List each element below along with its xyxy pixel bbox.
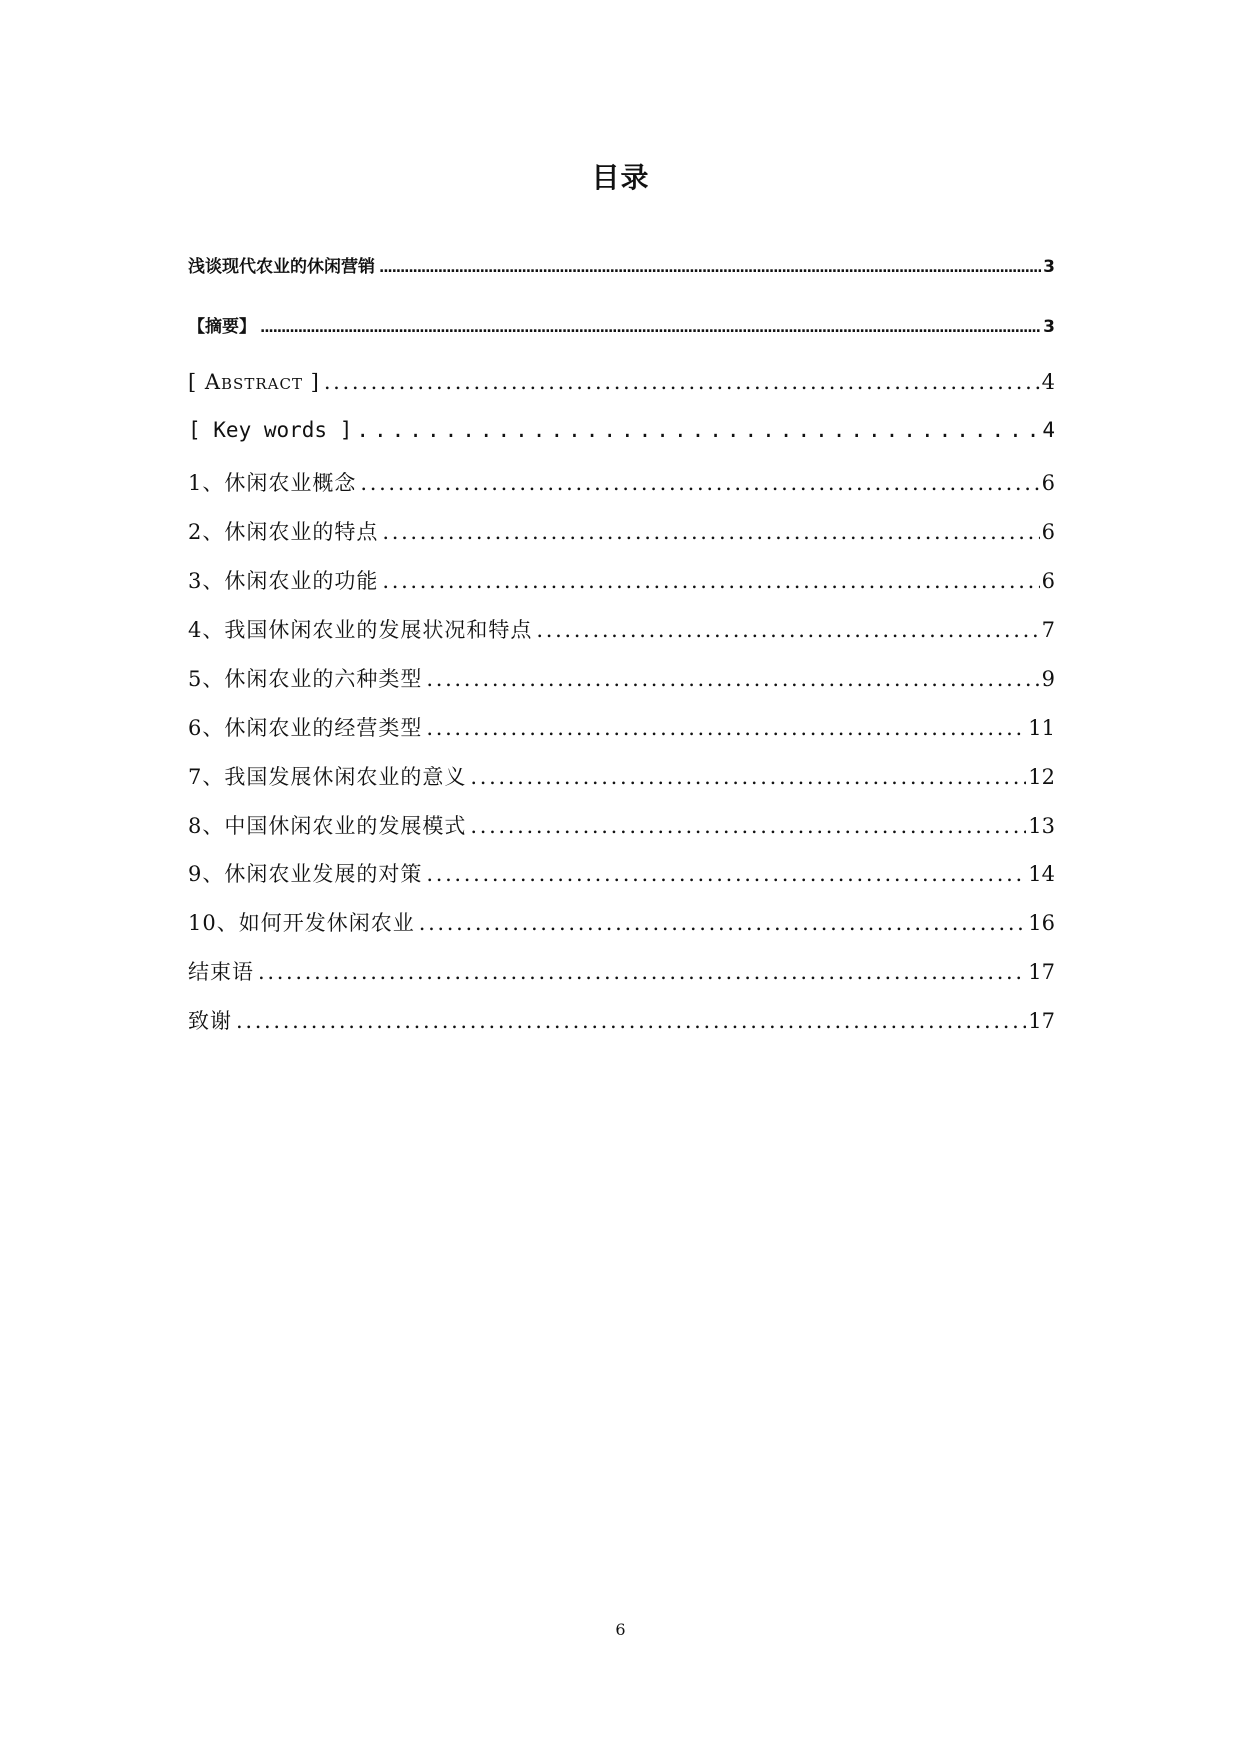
toc-entry-page: 13 xyxy=(1028,814,1055,838)
page-number: 6 xyxy=(615,1620,626,1639)
dot-leader xyxy=(536,618,1039,642)
toc-entry-label: 8、中国休闲农业的发展模式 xyxy=(188,814,467,838)
toc-entry-label: 4、我国休闲农业的发展状况和特点 xyxy=(188,618,533,642)
toc-entry[interactable] xyxy=(188,467,1055,497)
dot-leader xyxy=(426,716,1026,740)
dot-leader xyxy=(324,370,1040,394)
toc-entry[interactable] xyxy=(188,370,1055,394)
toc-entry-label: 7、我国发展休闲农业的意义 xyxy=(188,765,467,789)
toc-entry[interactable] xyxy=(188,761,1055,791)
dot-leader xyxy=(470,765,1026,789)
toc-entry-page: 17 xyxy=(1028,960,1055,984)
toc-entry[interactable] xyxy=(188,956,1055,986)
toc-entry[interactable] xyxy=(188,565,1055,595)
toc-entry-page: 4 xyxy=(1042,418,1055,442)
toc-entry-page: 9 xyxy=(1041,667,1055,691)
dot-leader xyxy=(382,520,1039,544)
dot-leader xyxy=(379,257,1041,277)
toc-entry-page: 6 xyxy=(1041,569,1055,593)
toc-entry[interactable] xyxy=(188,907,1055,937)
toc-entry-label: 9、休闲农业发展的对策 xyxy=(188,862,423,886)
toc-entry[interactable] xyxy=(188,418,1055,442)
toc-entry[interactable] xyxy=(188,312,1055,337)
toc-entry-page: 14 xyxy=(1028,862,1055,886)
dot-leader xyxy=(258,960,1026,984)
toc-entry-page: 3 xyxy=(1043,317,1055,337)
toc-entry-page: 12 xyxy=(1028,765,1055,789)
toc-entry-page: 7 xyxy=(1041,618,1055,642)
toc-entry-label: [ Key words ] xyxy=(188,418,353,442)
toc-entry-label: 浅谈现代农业的休闲营销 xyxy=(188,257,375,277)
toc-entry-label: 1、休闲农业概念 xyxy=(188,471,357,495)
page-title: 目录 xyxy=(591,161,650,194)
toc-entry-page: 11 xyxy=(1028,716,1055,740)
toc-entry[interactable] xyxy=(188,810,1055,840)
dot-leader xyxy=(470,814,1026,838)
toc-entry-page: 3 xyxy=(1043,257,1055,277)
toc-entry-label: 10、如何开发休闲农业 xyxy=(188,911,415,935)
toc-entry-page: 16 xyxy=(1028,911,1055,935)
dot-leader xyxy=(382,569,1039,593)
toc-entry-label: 致谢 xyxy=(188,1009,232,1033)
dot-leader xyxy=(360,471,1039,495)
toc-entry-label: [ Abstract ] xyxy=(188,370,320,394)
toc-entry-label: 【摘要】 xyxy=(188,317,256,337)
dot-leader xyxy=(419,911,1027,935)
toc-entry[interactable] xyxy=(188,663,1055,693)
toc-entry[interactable] xyxy=(188,252,1055,277)
toc-entry-page: 6 xyxy=(1041,471,1055,495)
toc-entry[interactable] xyxy=(188,614,1055,644)
toc-entry[interactable] xyxy=(188,858,1055,888)
dot-leader xyxy=(236,1009,1026,1033)
toc-entry-page: 6 xyxy=(1041,520,1055,544)
dot-leader xyxy=(356,418,1040,442)
toc-entry-label: 结束语 xyxy=(188,960,254,984)
dot-leader xyxy=(426,862,1026,886)
toc-entry-label: 3、休闲农业的功能 xyxy=(188,569,379,593)
toc-entry-label: 5、休闲农业的六种类型 xyxy=(188,667,423,691)
toc-entry[interactable] xyxy=(188,712,1055,742)
dot-leader xyxy=(426,667,1039,691)
toc-entry-page: 17 xyxy=(1028,1009,1055,1033)
dot-leader xyxy=(260,317,1041,337)
toc-entry[interactable] xyxy=(188,516,1055,546)
toc-entry-label: 6、休闲农业的经营类型 xyxy=(188,716,423,740)
toc-entry-page: 4 xyxy=(1041,370,1055,394)
toc-entry-label: 2、休闲农业的特点 xyxy=(188,520,379,544)
toc-entry[interactable] xyxy=(188,1005,1055,1035)
